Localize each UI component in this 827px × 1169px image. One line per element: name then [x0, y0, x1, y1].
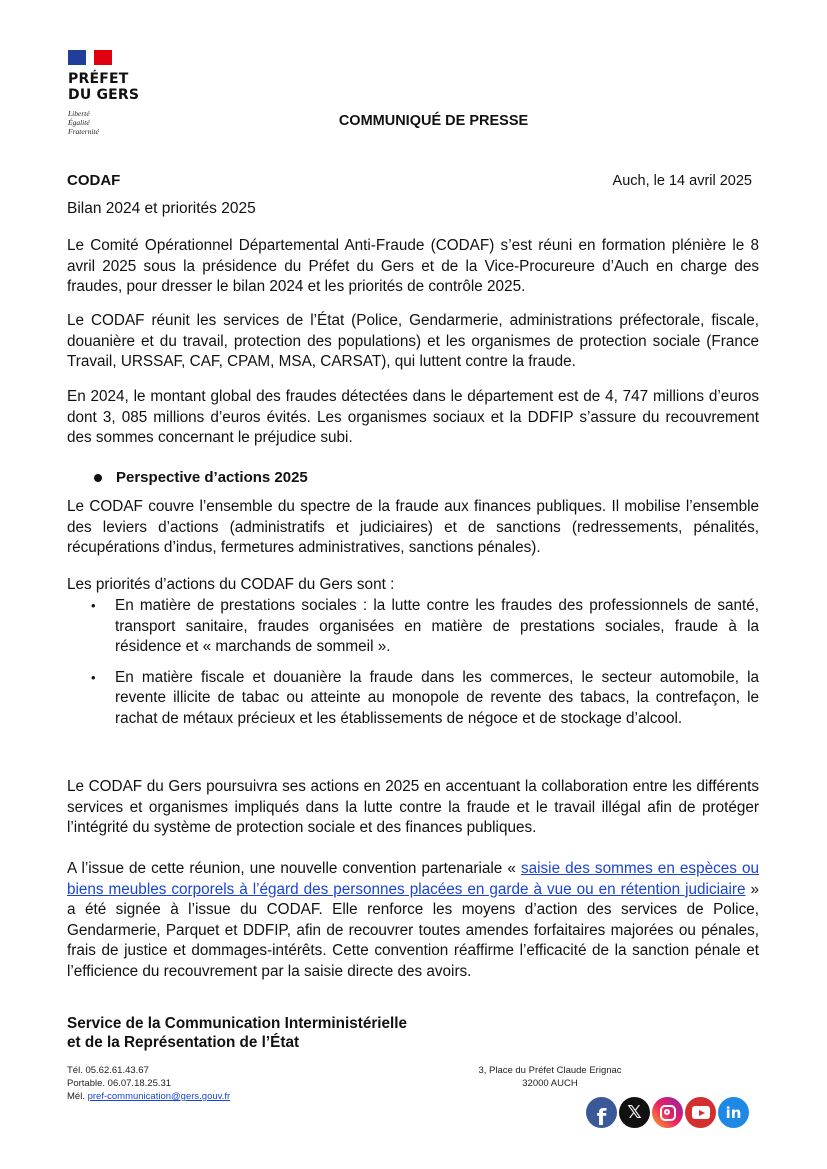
- paragraph-members: Le CODAF réunit les services de l’État (Police, Gendarmerie, administrations préfectorale, fiscale, douanière et du travail, protection des populations) et les organismes de protection sociale (France Travail, URSSAF, CAF, CPAM, MSA, CARSAT), qui luttent contre la fraude.: [67, 312, 759, 370]
- press-title-text: COMMUNIQUÉ DE PRESSE: [338, 113, 529, 129]
- priorities-intro: Les priorités d’actions du CODAF du Gers sont :: [67, 576, 395, 593]
- priority-item: [67, 668, 759, 730]
- french-flag-icon: [68, 50, 112, 65]
- priorities-list: [67, 596, 759, 729]
- instagram-camera-glyph: [660, 1105, 676, 1121]
- service-line2: et de la Représentation de l’État: [67, 1034, 300, 1051]
- motto-fraternite: Fraternité: [68, 127, 99, 136]
- logo-title-line2: DU GERS: [68, 87, 140, 103]
- youtube-icon[interactable]: [685, 1097, 716, 1128]
- x-glyph: 𝕏: [627, 1102, 642, 1123]
- logo-title-line1: PRÉFET: [68, 71, 129, 87]
- social-links: [586, 1097, 749, 1128]
- bullet-icon: •: [91, 598, 96, 613]
- paragraph-convention: [67, 859, 759, 982]
- priority-text: En matière de prestations sociales : la lutte contre les fraudes des professionnels de santé, transport sanitaire, fraudes organisées en matière de prestations sociales, fraude à la résidence et « marchands de sommeil ».: [115, 597, 759, 655]
- header-row: [67, 172, 752, 192]
- priority-item: [67, 596, 759, 658]
- contact-block: [67, 1064, 230, 1103]
- service-line1: Service de la Communication Interministérielle: [67, 1015, 408, 1032]
- linkedin-icon[interactable]: [718, 1097, 749, 1128]
- address-block: [430, 1064, 670, 1090]
- date-line: Auch, le 14 avril 2025: [612, 173, 752, 189]
- mobile-number: Portable. 06.07.18.25.31: [67, 1078, 172, 1089]
- facebook-glyph: f: [596, 1106, 607, 1128]
- email-line: [67, 1090, 230, 1103]
- paragraph-scope: Le CODAF couvre l’ensemble du spectre de la fraude aux finances publiques. Il mobilise l’ensemble des leviers d’actions (administratifs et judiciaires) et de sanctions (redressements, pénalités, récupérations d’indus, fermetures administratives, sanctions pénales).: [67, 498, 759, 556]
- phone-number: Tél. 05.62.61.43.67: [67, 1065, 149, 1076]
- paragraph-figures: En 2024, le montant global des fraudes détectées dans le département est de 4, 747 millions d’euros dont 3, 085 millions d’euros évités. Les organismes sociaux et la DDFIP s’assure du recouvrement des sommes concernant le préjudice subi.: [67, 388, 759, 446]
- subtitle: Bilan 2024 et priorités 2025: [67, 200, 256, 217]
- email-label: Mél.: [67, 1091, 88, 1102]
- paragraph-meeting: Le Comité Opérationnel Départemental Anti-Fraude (CODAF) s’est réuni en formation plénière le 8 avril 2025 sous la présidence du Préfet du Gers et de la Vice-Procureure d’Auch en charge des fraudes, pour dresser le bilan 2024 et les priorités de contrôle 2025.: [67, 237, 759, 295]
- x-twitter-icon[interactable]: [619, 1097, 650, 1128]
- bullet-icon: •: [91, 669, 96, 685]
- convention-link[interactable]: saisie des sommes en espèces ou biens meubles corporels à l’égard des personnes placées en garde à vue ou en rétention judiciaire: [67, 860, 759, 898]
- priority-text: En matière fiscale et douanière la fraude dans les commerces, le secteur automobile, la revente illicite de tabac ou atteinte au monopole de revente des tabacs, la contrefaçon, le rachat de métaux précieux et les établissements de négoce et de stockage d’alcool.: [115, 668, 759, 727]
- document-title: [0, 113, 827, 129]
- address-line1: 3, Place du Préfet Claude Erignac: [478, 1065, 622, 1076]
- email-link[interactable]: pref-communication@gers.gouv.fr: [87, 1091, 231, 1102]
- motto-liberte: Liberté: [68, 109, 90, 118]
- convention-text-before: A l’issue de cette réunion, une nouvelle convention partenariale «: [67, 860, 521, 877]
- section-heading: [94, 469, 308, 486]
- youtube-play-glyph: [692, 1106, 710, 1119]
- service-signature: [67, 1014, 407, 1052]
- facebook-icon[interactable]: [586, 1097, 617, 1128]
- instagram-icon[interactable]: [652, 1097, 683, 1128]
- motto-egalite: Égalité: [68, 118, 90, 127]
- paragraph-closing: Le CODAF du Gers poursuivra ses actions en 2025 en accentuant la collaboration entre les différents services et organismes impliqués dans la lutte contre la fraude et le travail illégal afin de protéger l’intégrité du système de protection sociale et des finances publiques.: [67, 778, 759, 836]
- address-line2: 32000 AUCH: [522, 1078, 578, 1089]
- section-heading-text: Perspective d’actions 2025: [116, 469, 308, 486]
- topic-heading: CODAF: [67, 172, 121, 189]
- bullet-dot-icon: [94, 474, 102, 482]
- linkedin-glyph: in: [725, 1103, 742, 1122]
- convention-text-after: » a été signée à l’issue du CODAF. Elle renforce les moyens d’action des services de Police, Gendarmerie, Parquet et DDFIP, afin de recouvrer toutes amendes forfaitaires majorées ou pénales, frais de justice et dommages-intérêts. Cette convention réaffirme l’efficacité de la sanction pénale et l’efficience du recouvrement par la saisie directe des avoirs.: [67, 880, 759, 980]
